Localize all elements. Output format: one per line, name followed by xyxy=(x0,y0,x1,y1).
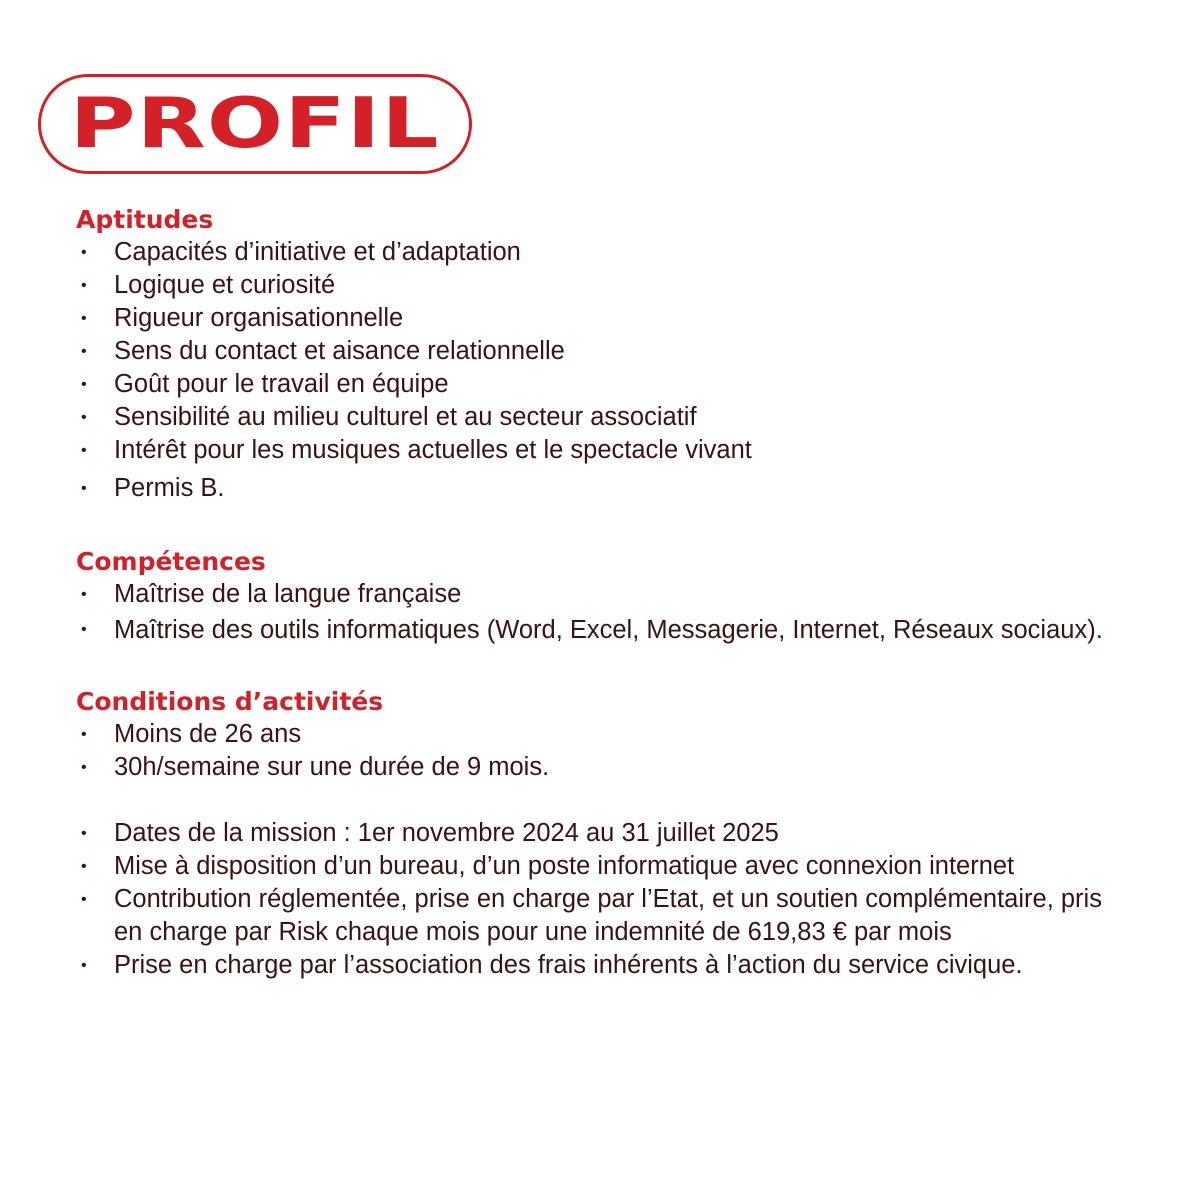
bullet-icon: • xyxy=(81,376,87,393)
section-spacer xyxy=(76,649,1124,685)
bullet-icon: • xyxy=(81,586,87,603)
aptitudes-heading: Aptitudes xyxy=(76,205,214,234)
bullet-icon: • xyxy=(81,858,87,875)
conditions-section xyxy=(76,685,1124,982)
bullet-icon: • xyxy=(81,343,87,360)
list-item xyxy=(76,850,1124,883)
list-item-text: Intérêt pour les musiques actuelles et le spectacle vivant xyxy=(114,436,752,464)
competences-section xyxy=(76,545,1124,649)
bullet-icon: • xyxy=(81,480,87,497)
bullet-icon: • xyxy=(81,759,87,776)
list-item xyxy=(76,611,1124,649)
conditions-list xyxy=(76,718,1124,784)
list-item xyxy=(76,472,1124,505)
profile-content xyxy=(76,203,1124,982)
list-item-text: Maîtrise des outils informatiques (Word, Excel, Messagerie, Internet, Réseaux sociaux). xyxy=(114,616,1103,644)
section-spacer xyxy=(76,505,1124,545)
blank-line-spacer xyxy=(76,784,1124,817)
bullet-icon: • xyxy=(81,244,87,261)
list-item xyxy=(76,368,1124,401)
bullet-icon: • xyxy=(81,726,87,743)
list-item xyxy=(76,269,1124,302)
bullet-icon: • xyxy=(81,957,87,974)
list-item-text: Maîtrise de la langue française xyxy=(114,580,462,608)
page-title-badge xyxy=(38,74,472,174)
bullet-icon: • xyxy=(81,891,87,908)
bullet-icon: • xyxy=(81,310,87,327)
list-item-text: Permis B. xyxy=(114,474,225,502)
list-item xyxy=(76,401,1124,434)
bullet-icon: • xyxy=(81,825,87,842)
list-item xyxy=(76,883,1124,949)
list-item-text: 30h/semaine sur une durée de 9 mois. xyxy=(114,753,550,781)
list-item-text: Mise à disposition d’un bureau, d’un poste informatique avec connexion internet xyxy=(114,852,1015,880)
list-item-text: Moins de 26 ans xyxy=(114,720,302,748)
list-item xyxy=(76,335,1124,368)
bullet-icon: • xyxy=(81,442,87,459)
competences-list xyxy=(76,578,1124,649)
list-item-text: Logique et curiosité xyxy=(114,271,336,299)
list-item xyxy=(76,817,1124,850)
list-item xyxy=(76,949,1124,982)
page-title: PROFIL xyxy=(70,81,440,164)
list-item-text: Sens du contact et aisance relationnelle xyxy=(114,337,565,365)
list-item xyxy=(76,578,1124,611)
aptitudes-section xyxy=(76,203,1124,505)
bullet-icon: • xyxy=(81,621,87,638)
list-item-text: Contribution réglementée, prise en charge par l’Etat, et un soutien complémentaire, pris en charge par Risk chaque mois pour une indemnité de 619,83 € par mois xyxy=(114,885,1102,946)
list-item-text: Goût pour le travail en équipe xyxy=(114,370,449,398)
list-item xyxy=(76,751,1124,784)
list-item-text: Dates de la mission : 1er novembre 2024 au 31 juillet 2025 xyxy=(114,819,779,847)
list-item xyxy=(76,434,1124,467)
list-item-text: Prise en charge par l’association des frais inhérents à l’action du service civique. xyxy=(114,951,1023,979)
list-item-text: Sensibilité au milieu culturel et au secteur associatif xyxy=(114,403,697,431)
list-item-text: Rigueur organisationnelle xyxy=(114,304,404,332)
conditions-list-continued xyxy=(76,817,1124,982)
aptitudes-list xyxy=(76,236,1124,505)
list-item xyxy=(76,718,1124,751)
list-item xyxy=(76,302,1124,335)
competences-heading: Compétences xyxy=(76,547,266,576)
list-item xyxy=(76,236,1124,269)
conditions-heading: Conditions d’activités xyxy=(76,687,384,716)
list-item-text: Capacités d’initiative et d’adaptation xyxy=(114,238,521,266)
bullet-icon: • xyxy=(81,409,87,426)
bullet-icon: • xyxy=(81,277,87,294)
